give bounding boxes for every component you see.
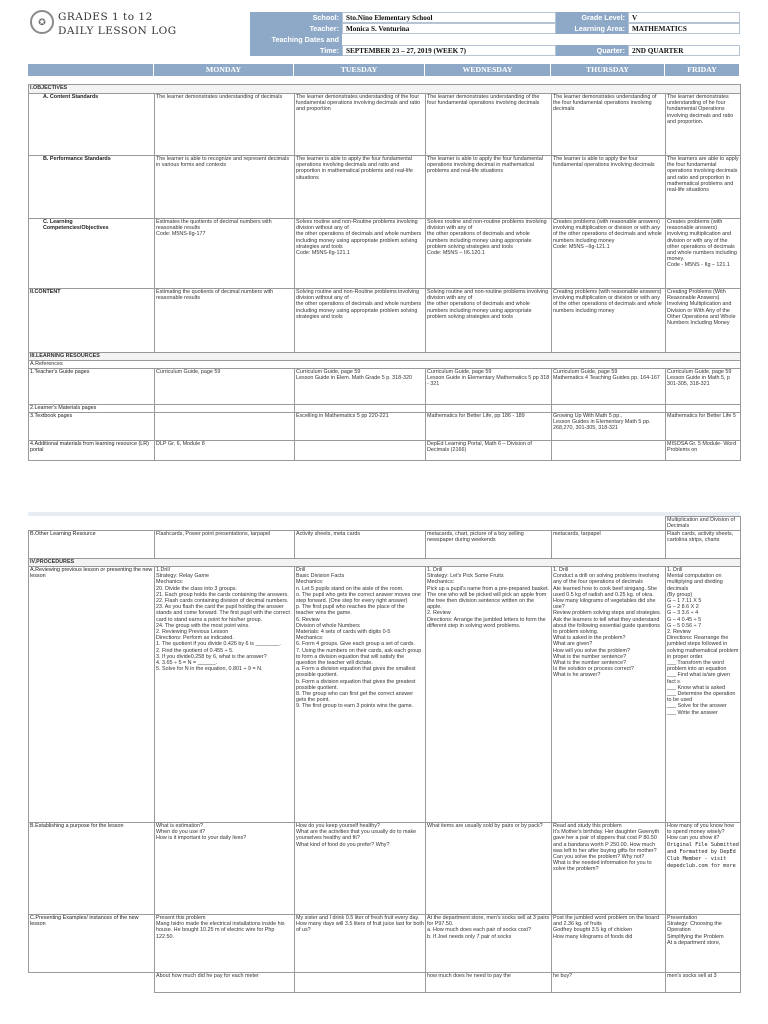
lr-portal-label: 4.Additional materials from learning resource (LR) portal (29, 441, 155, 461)
table-row (29, 973, 741, 993)
table-row (29, 823, 741, 915)
school-value: Sto.Nino Elementary School (342, 12, 556, 23)
presenting-wednesday: At the department store, men's socks sell at 3 pairs for P97.50. a. How much does each pair of socks cost? b. If Joel needs only 7 pair of socks (426, 915, 552, 973)
purpose-tuesday: How do you keep yourself healthy? What are the activities that you usually do to make yourselves healthy and fit? What kind of food do you prefer? Why? (295, 823, 426, 915)
competencies-tuesday: Solves routine and non-Routine problems involving division without any of the other operations of decimals and whole numbers including money using appropriate problem solving strategies and tools Code: M5NS-IIg-121.1 (295, 219, 426, 289)
table-row (29, 369, 741, 405)
references-heading: A.References (29, 361, 741, 369)
purpose-friday (666, 823, 741, 915)
table-row (29, 156, 741, 219)
document-title-line1: GRADES 1 to 12 (58, 11, 153, 23)
other-resources-friday: Flash cards, activity sheets, cartolina strips, charts (666, 531, 741, 559)
lr-portal-friday: MISOSA Gr. 5 Module- Word Problems on (666, 441, 741, 461)
learners-materials-wednesday (426, 405, 552, 413)
presenting-thursday: Post the jumbled word problem on the board and 2.36 kg. of fruits Godfrey bought 3.5 kg of chicken How many kilograms of foods did (552, 915, 666, 973)
teachers-guide-monday: Curriculum Guide, page 59 (155, 369, 295, 405)
content-standards-wednesday: The learner demonstrates understanding of the four fundamental operations involving decimals (426, 94, 552, 156)
table-row (29, 531, 741, 559)
area-label: Learning Area: (556, 23, 628, 34)
quarter-label: Quarter: (556, 45, 628, 56)
table-row (29, 559, 741, 567)
competencies-thursday: Creates problems (with reasonable answers) involving multiplication or division or with any of the other operations of decimals and whole numbers including money Code: M5NS –IIg-121.1 (552, 219, 666, 289)
blank-cell (29, 517, 666, 531)
document-title-line2: DAILY LESSON LOG (58, 25, 177, 37)
textbook-tuesday: Excelling in Mathematics 5 pp 220-221 (295, 413, 426, 441)
bottom-thursday: he buy? (552, 973, 666, 993)
content-friday: Creating Problems (With Reasonable Answers) Involving Multiplication and Division or With Any of the Other Operations and Whole Numbers Including Money (666, 289, 741, 353)
content-standards-tuesday: The learner demonstrates understanding of the four fundamental operations involving decimals and ratio and proportion (295, 94, 426, 156)
lesson-log-page-1 (28, 8, 740, 470)
other-resources-wednesday: metacards, chart, picture of a boy selling newspaper during weekends (426, 531, 552, 559)
learners-materials-thursday (552, 405, 666, 413)
lr-portal-thursday (552, 441, 666, 461)
table-row (29, 517, 741, 531)
review-thursday: 1. Drill Conduct a drill on solving problems involving any of the four operations of decimals Ate learned how to cook beef sinigang. She used 0.5 kg of radish and 0.25 kg. of okra. How many kilograms of vegetables did she use? Review problem solving steps and strategies. Ask the learners to tell what they understand about the following essential guide questions to problem solving. What is asked in the problem? What are given? How will you solve the problem? What is the number sentence? What is the number sentence? Is the solution or process correct? What is he answer? (552, 567, 666, 823)
area-value: MATHEMATICS (628, 23, 740, 34)
document-header (28, 8, 740, 64)
deped-seal-icon: ✪ (30, 10, 54, 34)
review-monday: 1.Drill Strategy: Relay Game Mechanics: 20. Divide the class into 3 groups. 21. Each group holds the cards containing the answers. 22. Flash cards containing division of decimal numbers. 23. As you flash the card the pupil holding the answer stands and come forward. The first pupil with the correct card to stand earns a point for his/her group. 24. The group with the most point wins. 2. Reviewing Previous Lesson Directions: Perform as indicated. 1. The quotient if you divide 0.426 by 6 is ________. 2. Find the quotient of 0.455 ÷ 5. 3. If you divide0.258 by 6, what is the answer? 4. 3.65 ÷ 5 = N = ______. 5. Solve for N in the equation, 0.801 ÷ 9 = N. (155, 567, 295, 823)
performance-standards-monday: The learner is able to recognize and represent decimals in various forms and contexts (155, 156, 295, 219)
day-header-wednesday: WEDNESDAY (425, 64, 551, 76)
presenting-label: C.Presenting Examples/ instances of the new lesson (29, 915, 155, 973)
table-row (29, 567, 741, 823)
competencies-monday: Estimates the quotients of decimal numbers with reasonable results Code: M5NS-IIg-177 (155, 219, 295, 289)
presenting-tuesday: My sister and I drink 0.5 liter of fresh fruit every day. How many days will 3.5 liters of fruit juice last for both of us? (295, 915, 426, 973)
dates-label: Teaching Dates and (250, 34, 342, 45)
content-monday: Estimating the quotients of decimal numbers with reasonable results (155, 289, 295, 353)
review-wednesday: 1. Drill Strategy: Let's Pick Some Fruits Mechanics: Pick up a pupil's name from a pre-prepared basket. The one who will be picked will pick an apple from the tree then division sentence written on the apple. 2. Review Directions: Arrange the jumbled letters to form the different step in solving word problems. (426, 567, 552, 823)
day-header-blank (28, 64, 154, 76)
dates-value: SEPTEMBER 23 – 27, 2019 (WEEK 7) (342, 45, 556, 56)
table-row (29, 441, 741, 461)
content-standards-friday: The learner demonstrates understanding of he four fundamental Operations involving decimals and ratio and proportion. (666, 94, 741, 156)
other-resources-monday: Flashcards, Power point presentations, tarpapel (155, 531, 295, 559)
table-row (29, 405, 741, 413)
content-label: II.CONTENT (29, 289, 155, 353)
textbook-wednesday: Mathematics for Better Life, pp 186 - 189 (426, 413, 552, 441)
content-standards-label: A. Content Standards (29, 94, 155, 156)
other-resources-label: B.Other Learning Resource (29, 531, 155, 559)
grade-label: Grade Level: (556, 12, 628, 23)
content-tuesday: Solving routine and non-Routine problems involving division without any of the other operations of decimals and whole numbers including money using appropriate problem solving strategies and tools (295, 289, 426, 353)
blank-cell (29, 973, 155, 993)
day-header-friday: FRIDAY (665, 64, 740, 76)
review-label: A.Reviewing previous lesson or presenting the new lesson (29, 567, 155, 823)
teachers-guide-wednesday: Curriculum Guide, page 59 Lesson Guide in Elementary Mathematics 5 pp 318 - 321 (426, 369, 552, 405)
table-row (29, 353, 741, 361)
content-standards-monday: The learner demonstrates understanding of decimals (155, 94, 295, 156)
competencies-wednesday: Solves routine and non-routine problems involving division with any of the other operations of decimals and whole numbers including money using appropriate problem solving strategies and tools Code: M5NS – II6.120.1 (426, 219, 552, 289)
day-header-thursday: THURSDAY (551, 64, 665, 76)
other-resources-thursday: metacards, tarpapel (552, 531, 666, 559)
bottom-wednesday: how much does he need to pay the (426, 973, 552, 993)
performance-standards-thursday: The learner is able to apply the four fundamental operations involving decimals (552, 156, 666, 219)
review-tuesday: Drill Basic Division Facts Mechanics: n. Let 5 pupils stand on the aisle of the room. o. The pupil who gets the correct answer moves one step forward. (One step for every right answer) p. The first pupil who reaches the place of the teacher wins the game. 6. Review Division of whole Numbers Materials: 4 sets of cards with digits 0-5 Mechanics: 6. Form 4 groups. Give each group a set of cards. 7. Using the numbers on their cards, ask each group to form a division equation that will satisfy the question the teacher will dictate. a. Form a division equation that gives the smallest possible quotient. b. Form a division equation that gives the greatest possible quotient. 8. The group who can first get the correct answer gets the point. 9. The first group to earn 3 points wins the game. (295, 567, 426, 823)
content-thursday: Creating problems (with reasonable answers) involving multiplication or division or with any of the other operations of decimals and whole numbers including money (552, 289, 666, 353)
lr-portal-tuesday (295, 441, 426, 461)
performance-standards-friday: The learners are able to apply the four fundamental operations involving decimals and ratio and proportion in mathematical problems and real-life situations (666, 156, 741, 219)
learners-materials-tuesday (295, 405, 426, 413)
review-friday: 1. Drill Mental computation on multiplying and dividing decimals (By group) G – 1 7.11 X 5 G – 2 8.6 X 2 G – 3 3.6 ÷ 4 G – 4 0.45 ÷ 5 G – 5 0.56 ÷ 7 2. Review Directions: Rearrange the jumbled steps followed in solving mathematical problem in proper order. ___ Transform the word problem into an equation ___ Find what is/are given fact s ___ Know what is asked ___ Determine the operation to be used ___ Solve for the answer ___ Write the answer (666, 567, 741, 823)
textbook-label: 3.Textbook pages (29, 413, 155, 441)
textbook-monday (155, 413, 295, 441)
purpose-monday: What is estimation? When do you use it? How is it important to your daily lives? (155, 823, 295, 915)
teachers-guide-friday: Curriculum Guide, page 59 Lesson Guide in Math 5, p 301-305, 318-321 (666, 369, 741, 405)
teachers-guide-tuesday: Curriculum Guide, page 59 Lesson Guide in Elem. Math Grade 5 p. 318-320 (295, 369, 426, 405)
school-label: School: (250, 12, 342, 23)
performance-standards-wednesday: The learner is able to apply the four fundamental operations involving decimal in mathematical problems and real-life situations (426, 156, 552, 219)
teachers-guide-thursday: Curriculum Guide, page 59 Mathematics 4 Teaching Guides pp. 164-167 (552, 369, 666, 405)
quarter-value: 2ND QUARTER (628, 45, 740, 56)
grade-value: V (628, 12, 740, 23)
bottom-friday: men's socks sell at 3 (666, 973, 741, 993)
lr-portal-wednesday: DepEd Learning Portal, Math 6 – Division of Decimals (2166) (426, 441, 552, 461)
teachers-guide-label: 1.Teacher's Guide pages (29, 369, 155, 405)
content-wednesday: Solving routine and non-routine problems involving division with any of the other operations of decimals and whole numbers including money using appropriate problem solving strategies and tools (426, 289, 552, 353)
table-row (29, 85, 741, 94)
lesson-table-page-1 (28, 84, 741, 461)
purpose-thursday: Read and study this problem It's Mother's birthday. Her daughter Gwenyth gave her a pair of slippers that cost P 80.50 and a bandana worth P 250.00. How much was left to her after buying gifts for mother? Can you solve the problem? Why not? What is the needed information for you to solve the problem? (552, 823, 666, 915)
other-resources-tuesday: Activity sheets, meta cards (295, 531, 426, 559)
table-row (29, 361, 741, 369)
purpose-wednesday: What items are usually sold by pairs or by pack? (426, 823, 552, 915)
presenting-friday: Presentation Strategy: Choosing the Operation Simplifying the Problem At a department store, (666, 915, 741, 973)
purpose-friday-text: How many of you know how to spend money wisely? How can you show it? (667, 823, 735, 842)
performance-standards-label: B. Performance Standards (29, 156, 155, 219)
day-header-row (28, 64, 740, 76)
bottom-monday: About how much did he pay for each meter (155, 973, 295, 993)
competencies-friday: Creates problems (with reasonable answers) involving multiplication and division or with any of the other operations of decimals and whole numbers including money. Code - M5NS - IIg – 121.1 (666, 219, 741, 289)
competencies-label: C. Learning Competencies/Objectives (29, 219, 155, 289)
day-header-monday: MONDAY (154, 64, 294, 76)
day-header-tuesday: TUESDAY (294, 64, 425, 76)
table-row (29, 219, 741, 289)
performance-standards-tuesday: The learner is able to apply the four fundamental operations involving decimals and ratio and proportion in mathematical problems and real-life situations (295, 156, 426, 219)
carry-over-friday: Multiplication and Division of Decimals (666, 517, 741, 531)
table-row (29, 915, 741, 973)
textbook-thursday: Growing Up With Math 5 pp., Lesson Guides in Elementary Math 5 pp. 268,270, 301-305, 318-321 (552, 413, 666, 441)
lr-portal-monday: DLP Gr. 6, Module 8 (155, 441, 295, 461)
lesson-table-page-2 (28, 516, 741, 993)
procedures-heading: IV.PROCEDURES (29, 559, 741, 567)
content-standards-thursday: The learner demonstrates understanding of the four fundamental operations involving decimals (552, 94, 666, 156)
learners-materials-monday (155, 405, 295, 413)
learning-resources-heading: III.LEARNING RESOURCES (29, 353, 741, 361)
teacher-value: Monica S. Venturina (342, 23, 556, 34)
learners-materials-friday (666, 405, 741, 413)
teacher-label: Teacher: (250, 23, 342, 34)
learners-materials-label: 2.Learner's Materials pages (29, 405, 155, 413)
lesson-log-page-2 (28, 512, 740, 1024)
presenting-monday: Present this problem Mang Isidro made the electrical installations inside his house. He bought 10.25 m of electric wire for Php 122.50. (155, 915, 295, 973)
purpose-label: B.Establishing a purpose for the lesson (29, 823, 155, 915)
objectives-heading: I.OBJECTIVES (29, 85, 741, 94)
table-row (29, 413, 741, 441)
bottom-tuesday (295, 973, 426, 993)
textbook-friday: Mathematics for Better Life 5 (666, 413, 741, 441)
deped-club-watermark: Original File Submitted and Formatted by DepEd Club Member - visit depedclub.com for more (667, 841, 739, 869)
table-row (29, 94, 741, 156)
table-row (29, 289, 741, 353)
time-label: Time: (250, 45, 342, 56)
